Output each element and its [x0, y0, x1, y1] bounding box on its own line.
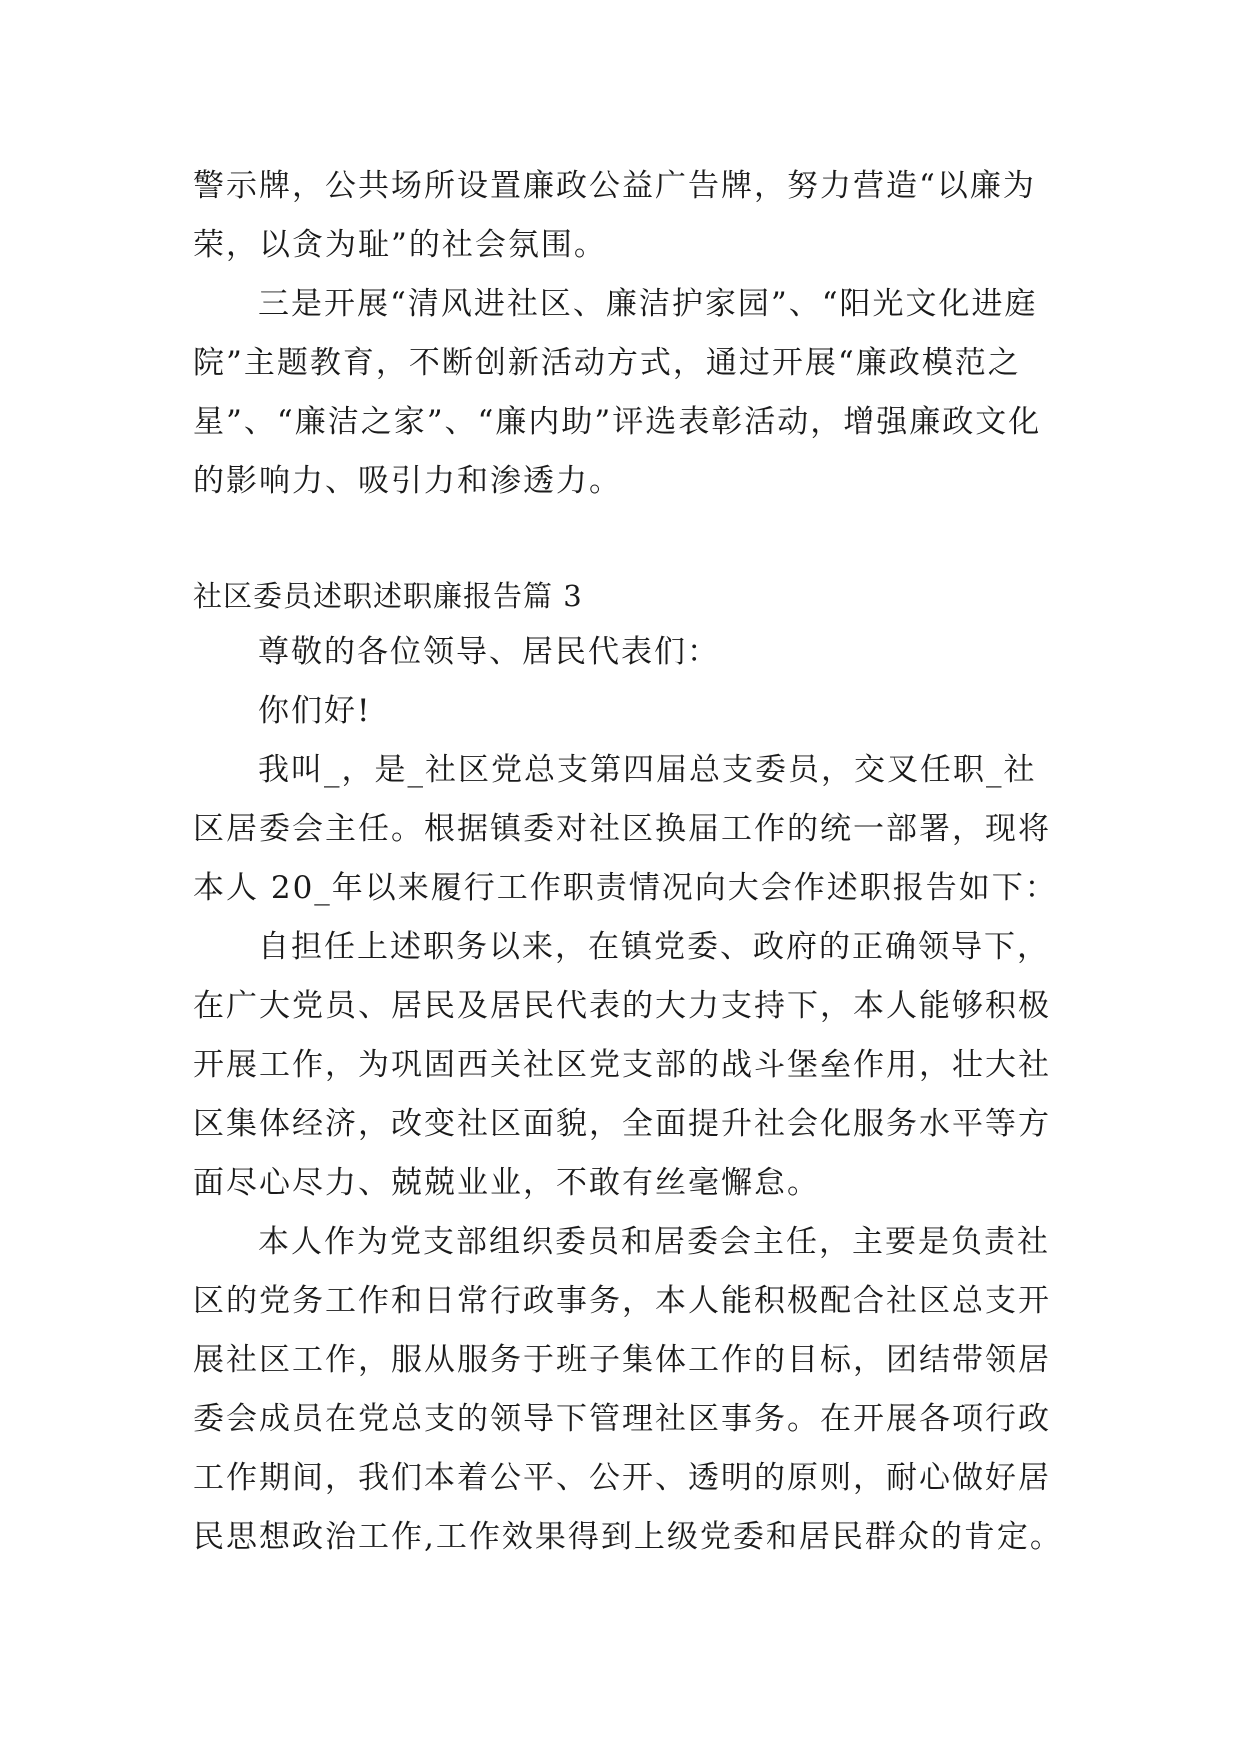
text-line: 委会成员在党总支的领导下管理社区事务。在开展各项行政 — [193, 1401, 1051, 1437]
paragraph-first-line: 我叫_，是_社区党总支第四届总支委员，交叉任职_社 — [258, 752, 1037, 788]
salutation: 尊敬的各位领导、居民代表们： — [258, 634, 720, 670]
text-line: 院”主题教育，不断创新活动方式，通过开展“廉政模范之 — [193, 345, 1021, 381]
text-line: 区集体经济，改变社区面貌，全面提升社会化服务水平等方 — [193, 1106, 1051, 1142]
text-line: 荣，以贪为耻”的社会氛围。 — [193, 227, 607, 263]
text-line: 民思想政治工作,工作效果得到上级党委和居民群众的肯定。 — [193, 1519, 1063, 1555]
text-line: 在广大党员、居民及居民代表的大力支持下，本人能够积极 — [193, 988, 1051, 1024]
text-line: 区居委会主任。根据镇委对社区换届工作的统一部署，现将 — [193, 811, 1051, 847]
greeting: 你们好! — [258, 693, 372, 729]
text-line: 面尽心尽力、兢兢业业，不敢有丝毫懈怠。 — [193, 1165, 820, 1201]
text-line: 展社区工作，服从服务于班子集体工作的目标，团结带领居 — [193, 1342, 1051, 1378]
text-line: 本人 20_年以来履行工作职责情况向大会作述职报告如下： — [193, 870, 1058, 906]
paragraph-first-line: 三是开展“清风进社区、廉洁护家园”、“阳光文化进庭 — [258, 286, 1038, 322]
text-line: 开展工作，为巩固西关社区党支部的战斗堡垒作用，壮大社 — [193, 1047, 1051, 1083]
text-line: 警示牌，公共场所设置廉政公益广告牌，努力营造“以廉为 — [193, 168, 1036, 204]
text-line: 工作期间，我们本着公平、公开、透明的原则，耐心做好居 — [193, 1460, 1051, 1496]
text-line: 的影响力、吸引力和渗透力。 — [193, 463, 622, 499]
section-heading: 社区委员述职述职廉报告篇 3 — [193, 579, 583, 613]
text-line: 区的党务工作和日常行政事务，本人能积极配合社区总支开 — [193, 1283, 1051, 1319]
paragraph-first-line: 本人作为党支部组织委员和居委会主任，主要是负责社 — [258, 1224, 1050, 1260]
text-line: 星”、“廉洁之家”、“廉内助”评选表彰活动，增强廉政文化 — [193, 404, 1042, 440]
paragraph-first-line: 自担任上述职务以来，在镇党委、政府的正确领导下， — [258, 929, 1050, 965]
